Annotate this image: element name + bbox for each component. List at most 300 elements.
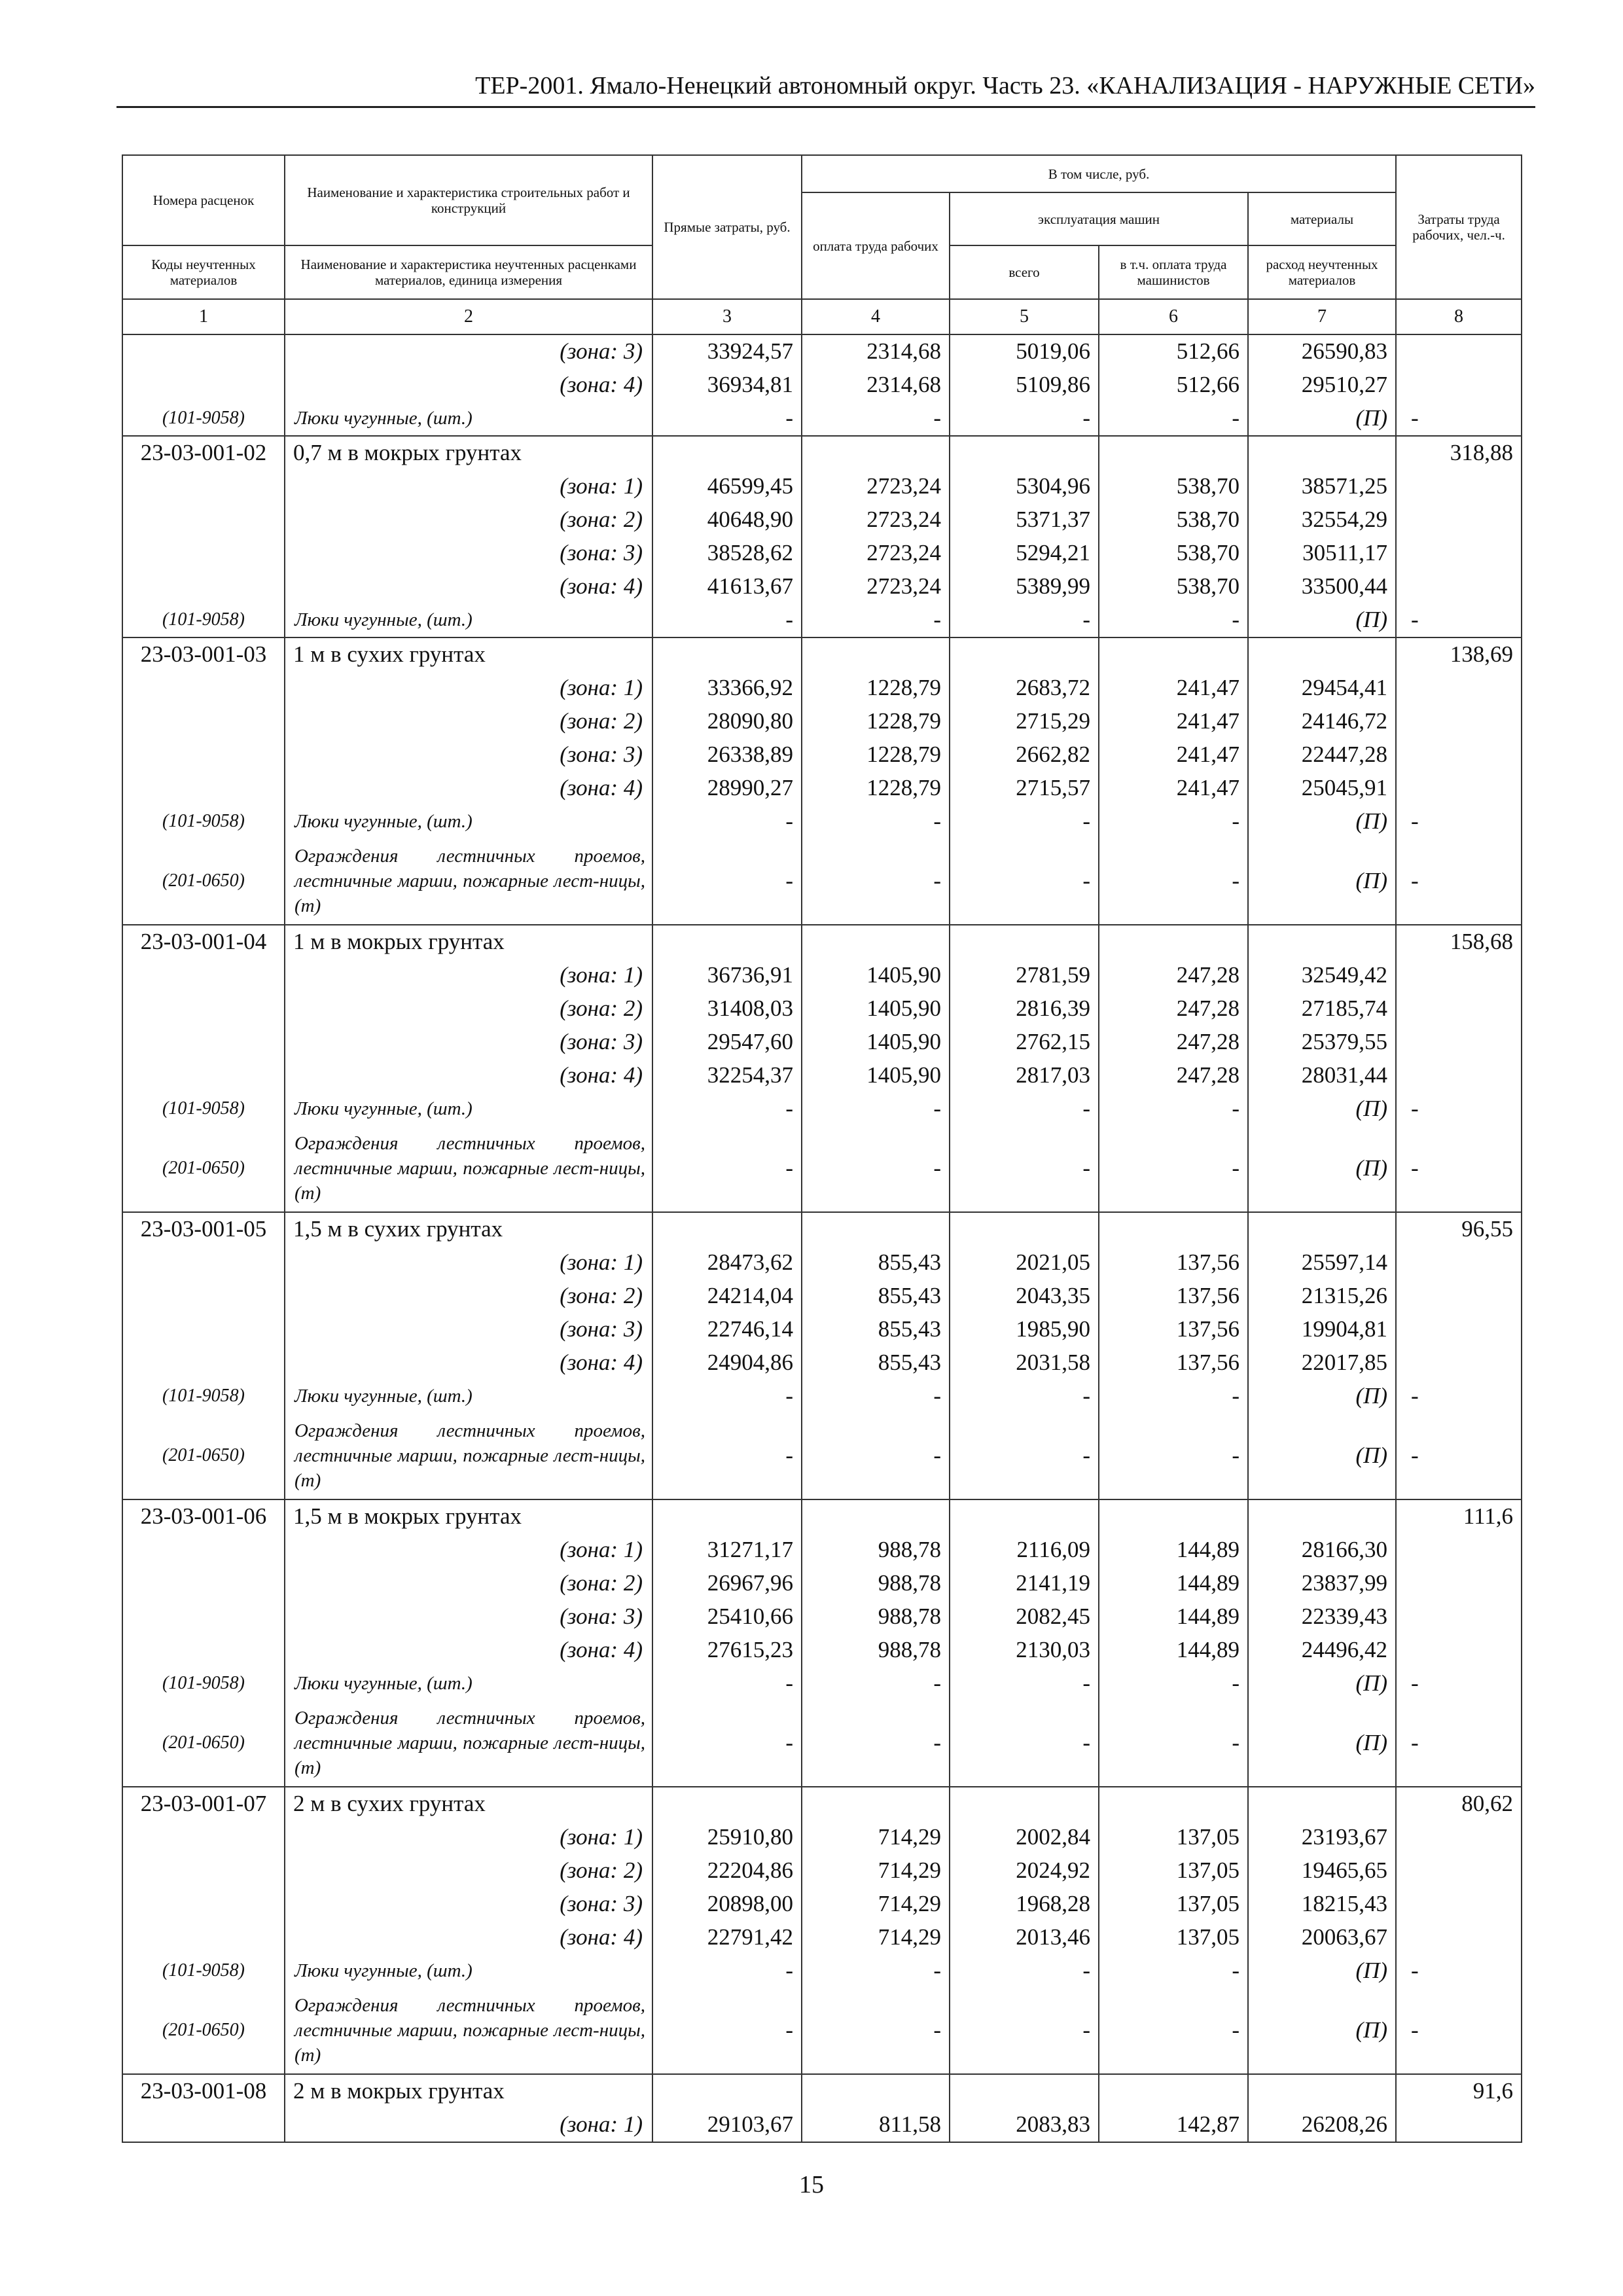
material-code: (101-9058) <box>122 1380 285 1413</box>
empty-cell <box>950 637 1099 672</box>
rate-code-cell <box>122 1600 285 1634</box>
zone-row <box>122 738 1522 772</box>
col-number: 7 <box>1248 299 1396 334</box>
empty-cell <box>950 436 1099 470</box>
rate-item-row <box>122 436 1522 470</box>
worker-pay-value: 714,29 <box>802 1821 950 1854</box>
dash-value: - <box>950 402 1099 436</box>
rate-code-cell <box>122 705 285 738</box>
dash-value: - <box>1396 1413 1522 1499</box>
dash-value: - <box>652 1667 802 1700</box>
labor-costs-value: 80,62 <box>1396 1787 1522 1821</box>
materials-value: 33500,44 <box>1248 570 1396 603</box>
per-project-mark: (П) <box>1248 1413 1396 1499</box>
zone-label: (зона: 3) <box>285 1026 652 1059</box>
machines-total-value: 1985,90 <box>950 1313 1099 1346</box>
material-code: (201-0650) <box>122 1126 285 1212</box>
rate-code-cell <box>122 1280 285 1313</box>
header-worker-pay: оплата труда рабочих <box>802 192 950 299</box>
material-name: Ограждения лестничных проемов, лестничные марши, пожарные лест-ницы, (т) <box>285 838 652 925</box>
rate-code: 23-03-001-02 <box>122 436 285 470</box>
labor-costs-cell <box>1396 1888 1522 1921</box>
rate-code-cell <box>122 503 285 537</box>
zone-row <box>122 1280 1522 1313</box>
machines-total-value: 2141,19 <box>950 1567 1099 1600</box>
machines-total-value: 2816,39 <box>950 992 1099 1026</box>
materials-value: 27185,74 <box>1248 992 1396 1026</box>
rate-code-cell <box>122 1821 285 1854</box>
worker-pay-value: 1405,90 <box>802 992 950 1026</box>
direct-costs-value: 27615,23 <box>652 1634 802 1667</box>
dash-value: - <box>802 1954 950 1988</box>
empty-cell <box>652 436 802 470</box>
labor-costs-cell <box>1396 1567 1522 1600</box>
zone-row <box>122 1921 1522 1954</box>
material-code: (101-9058) <box>122 603 285 637</box>
rate-code-cell <box>122 672 285 705</box>
machinist-pay-value: 137,56 <box>1099 1246 1248 1280</box>
rate-item-row <box>122 925 1522 959</box>
empty-cell <box>1099 436 1248 470</box>
col-number: 2 <box>285 299 652 334</box>
zone-label: (зона: 1) <box>285 959 652 992</box>
machinist-pay-value: 247,28 <box>1099 959 1248 992</box>
labor-costs-cell <box>1396 1921 1522 1954</box>
worker-pay-value: 988,78 <box>802 1634 950 1667</box>
worker-pay-value: 855,43 <box>802 1246 950 1280</box>
rate-item-row <box>122 1499 1522 1534</box>
dash-value: - <box>1099 1700 1248 1787</box>
zone-row <box>122 334 1522 368</box>
empty-cell <box>1099 637 1248 672</box>
machinist-pay-value: 137,56 <box>1099 1313 1248 1346</box>
document-header: ТЕР-2001. Ямало-Ненецкий автономный округ. Часть 23. «КАНАЛИЗАЦИЯ - НАРУЖНЫЕ СЕТИ» <box>475 72 1535 99</box>
direct-costs-value: 20898,00 <box>652 1888 802 1921</box>
work-name: 0,7 м в мокрых грунтах <box>285 436 652 470</box>
work-name: 1,5 м в мокрых грунтах <box>285 1499 652 1534</box>
machinist-pay-value: 144,89 <box>1099 1534 1248 1567</box>
dash-value: - <box>950 1667 1099 1700</box>
rate-code-cell <box>122 1634 285 1667</box>
machines-total-value: 2021,05 <box>950 1246 1099 1280</box>
direct-costs-value: 28990,27 <box>652 772 802 805</box>
dash-value: - <box>652 603 802 637</box>
machines-total-value: 2024,92 <box>950 1854 1099 1888</box>
rate-code-cell <box>122 2108 285 2142</box>
machinist-pay-value: 137,05 <box>1099 1888 1248 1921</box>
zone-row <box>122 672 1522 705</box>
worker-pay-value: 714,29 <box>802 1921 950 1954</box>
labor-costs-cell <box>1396 738 1522 772</box>
material-code: (201-0650) <box>122 838 285 925</box>
rate-code-cell <box>122 1888 285 1921</box>
materials-value: 24146,72 <box>1248 705 1396 738</box>
dash-value: - <box>1099 838 1248 925</box>
empty-cell <box>950 925 1099 959</box>
col-number: 8 <box>1396 299 1522 334</box>
zone-row <box>122 1567 1522 1600</box>
rate-code-cell <box>122 992 285 1026</box>
rate-code-cell <box>122 1059 285 1092</box>
materials-value: 20063,67 <box>1248 1921 1396 1954</box>
zone-row <box>122 1634 1522 1667</box>
labor-costs-cell <box>1396 1280 1522 1313</box>
header-material-name: Наименование и характеристика неучтенных расценками материалов, единица измерения <box>285 245 652 299</box>
material-name: Ограждения лестничных проемов, лестничные марши, пожарные лест-ницы, (т) <box>285 1700 652 1787</box>
machines-total-value: 2662,82 <box>950 738 1099 772</box>
zone-label: (зона: 4) <box>285 1921 652 1954</box>
machines-total-value: 2715,57 <box>950 772 1099 805</box>
worker-pay-value: 1228,79 <box>802 672 950 705</box>
machinist-pay-value: 538,70 <box>1099 470 1248 503</box>
dash-value: - <box>1099 1126 1248 1212</box>
header-rule <box>116 106 1535 108</box>
rate-code: 23-03-001-08 <box>122 2074 285 2108</box>
labor-costs-cell <box>1396 992 1522 1026</box>
machines-total-value: 2817,03 <box>950 1059 1099 1092</box>
dash-value: - <box>950 603 1099 637</box>
empty-cell <box>1099 2074 1248 2108</box>
zone-label: (зона: 2) <box>285 503 652 537</box>
machinist-pay-value: 241,47 <box>1099 772 1248 805</box>
dash-value: - <box>1099 1954 1248 1988</box>
work-name: 2 м в мокрых грунтах <box>285 2074 652 2108</box>
materials-value: 19904,81 <box>1248 1313 1396 1346</box>
material-code: (101-9058) <box>122 1092 285 1126</box>
rate-item-row <box>122 637 1522 672</box>
empty-cell <box>652 1212 802 1246</box>
zone-row <box>122 1026 1522 1059</box>
materials-value: 21315,26 <box>1248 1280 1396 1313</box>
per-project-mark: (П) <box>1248 1954 1396 1988</box>
machines-total-value: 2715,29 <box>950 705 1099 738</box>
material-name: Люки чугунные, (шт.) <box>285 402 652 436</box>
empty-cell <box>1099 1499 1248 1534</box>
material-row <box>122 1126 1522 1212</box>
machines-total-value: 5109,86 <box>950 368 1099 402</box>
dash-value: - <box>1396 603 1522 637</box>
materials-value: 32554,29 <box>1248 503 1396 537</box>
empty-cell <box>1099 925 1248 959</box>
worker-pay-value: 1405,90 <box>802 959 950 992</box>
zone-label: (зона: 4) <box>285 1634 652 1667</box>
empty-cell <box>652 1787 802 1821</box>
materials-value: 26590,83 <box>1248 334 1396 368</box>
material-code: (201-0650) <box>122 1413 285 1499</box>
work-name: 2 м в сухих грунтах <box>285 1787 652 1821</box>
rate-code-cell <box>122 1567 285 1600</box>
machines-total-value: 2762,15 <box>950 1026 1099 1059</box>
zone-label: (зона: 2) <box>285 705 652 738</box>
labor-costs-value: 111,6 <box>1396 1499 1522 1534</box>
work-name: 1,5 м в сухих грунтах <box>285 1212 652 1246</box>
dash-value: - <box>652 402 802 436</box>
zone-row <box>122 470 1522 503</box>
dash-value: - <box>652 1380 802 1413</box>
materials-value: 26208,26 <box>1248 2108 1396 2142</box>
machines-total-value: 2130,03 <box>950 1634 1099 1667</box>
labor-costs-cell <box>1396 772 1522 805</box>
material-row <box>122 1954 1522 1988</box>
direct-costs-value: 22204,86 <box>652 1854 802 1888</box>
labor-costs-cell <box>1396 672 1522 705</box>
material-row <box>122 1988 1522 2074</box>
materials-value: 22339,43 <box>1248 1600 1396 1634</box>
machines-total-value: 2683,72 <box>950 672 1099 705</box>
empty-cell <box>950 2074 1099 2108</box>
dash-value: - <box>652 1413 802 1499</box>
dash-value: - <box>1396 1954 1522 1988</box>
zone-row <box>122 537 1522 570</box>
rate-code-cell <box>122 738 285 772</box>
materials-value: 28031,44 <box>1248 1059 1396 1092</box>
rate-code-cell <box>122 1346 285 1380</box>
direct-costs-value: 33366,92 <box>652 672 802 705</box>
material-code: (101-9058) <box>122 805 285 838</box>
dash-value: - <box>950 805 1099 838</box>
direct-costs-value: 29103,67 <box>652 2108 802 2142</box>
machines-total-value: 2083,83 <box>950 2108 1099 2142</box>
empty-cell <box>652 925 802 959</box>
table-body <box>122 334 1522 2142</box>
material-name: Ограждения лестничных проемов, лестничные марши, пожарные лест-ницы, (т) <box>285 1413 652 1499</box>
header-machine-operation: эксплуатация машин <box>950 192 1248 245</box>
worker-pay-value: 988,78 <box>802 1534 950 1567</box>
labor-costs-cell <box>1396 1821 1522 1854</box>
machines-total-value: 2002,84 <box>950 1821 1099 1854</box>
rate-item-row <box>122 1212 1522 1246</box>
worker-pay-value: 988,78 <box>802 1567 950 1600</box>
worker-pay-value: 2723,24 <box>802 470 950 503</box>
zone-label: (зона: 1) <box>285 672 652 705</box>
zone-label: (зона: 2) <box>285 1280 652 1313</box>
labor-costs-cell <box>1396 503 1522 537</box>
materials-value: 25379,55 <box>1248 1026 1396 1059</box>
page-number: 15 <box>799 2171 824 2198</box>
empty-cell <box>652 2074 802 2108</box>
empty-cell <box>1099 1787 1248 1821</box>
zone-label: (зона: 4) <box>285 1059 652 1092</box>
machines-total-value: 1968,28 <box>950 1888 1099 1921</box>
machinist-pay-value: 144,89 <box>1099 1567 1248 1600</box>
rate-code-cell <box>122 959 285 992</box>
rate-code-cell <box>122 1313 285 1346</box>
zone-row <box>122 992 1522 1026</box>
dash-value: - <box>802 805 950 838</box>
labor-costs-cell <box>1396 1313 1522 1346</box>
rate-code-cell <box>122 368 285 402</box>
direct-costs-value: 33924,57 <box>652 334 802 368</box>
col-number: 1 <box>122 299 285 334</box>
worker-pay-value: 855,43 <box>802 1280 950 1313</box>
work-name: 1 м в сухих грунтах <box>285 637 652 672</box>
zone-label: (зона: 3) <box>285 537 652 570</box>
empty-cell <box>1248 2074 1396 2108</box>
header-labor-costs: Затраты труда рабочих, чел.-ч. <box>1396 155 1522 299</box>
direct-costs-value: 36736,91 <box>652 959 802 992</box>
material-name: Люки чугунные, (шт.) <box>285 603 652 637</box>
zone-label: (зона: 3) <box>285 334 652 368</box>
labor-costs-cell <box>1396 2108 1522 2142</box>
materials-value: 22447,28 <box>1248 738 1396 772</box>
material-row <box>122 1413 1522 1499</box>
machines-total-value: 2116,09 <box>950 1534 1099 1567</box>
direct-costs-value: 41613,67 <box>652 570 802 603</box>
machines-total-value: 2781,59 <box>950 959 1099 992</box>
per-project-mark: (П) <box>1248 1380 1396 1413</box>
machinist-pay-value: 137,05 <box>1099 1854 1248 1888</box>
per-project-mark: (П) <box>1248 603 1396 637</box>
table-header <box>122 155 1522 334</box>
rate-code-cell <box>122 470 285 503</box>
empty-cell <box>652 1499 802 1534</box>
empty-cell <box>802 1499 950 1534</box>
rate-code-cell <box>122 1534 285 1567</box>
materials-value: 28166,30 <box>1248 1534 1396 1567</box>
material-code: (201-0650) <box>122 1988 285 2074</box>
empty-cell <box>1248 436 1396 470</box>
materials-value: 25597,14 <box>1248 1246 1396 1280</box>
header-machinist-pay: в т.ч. оплата труда машинистов <box>1099 245 1248 299</box>
dash-value: - <box>802 1092 950 1126</box>
worker-pay-value: 1405,90 <box>802 1059 950 1092</box>
rate-code: 23-03-001-05 <box>122 1212 285 1246</box>
dash-value: - <box>802 402 950 436</box>
per-project-mark: (П) <box>1248 402 1396 436</box>
dash-value: - <box>802 1988 950 2074</box>
zone-label: (зона: 2) <box>285 992 652 1026</box>
labor-costs-cell <box>1396 1600 1522 1634</box>
col-number: 5 <box>950 299 1099 334</box>
materials-value: 38571,25 <box>1248 470 1396 503</box>
material-row <box>122 1092 1522 1126</box>
worker-pay-value: 714,29 <box>802 1888 950 1921</box>
machinist-pay-value: 137,56 <box>1099 1346 1248 1380</box>
worker-pay-value: 855,43 <box>802 1346 950 1380</box>
machinist-pay-value: 144,89 <box>1099 1634 1248 1667</box>
machinist-pay-value: 241,47 <box>1099 705 1248 738</box>
col-number: 6 <box>1099 299 1248 334</box>
labor-costs-cell <box>1396 570 1522 603</box>
empty-cell <box>652 637 802 672</box>
col-number: 3 <box>652 299 802 334</box>
material-code: (101-9058) <box>122 402 285 436</box>
zone-row <box>122 1821 1522 1854</box>
rate-code-cell <box>122 1246 285 1280</box>
dash-value: - <box>1396 402 1522 436</box>
per-project-mark: (П) <box>1248 1700 1396 1787</box>
material-row <box>122 1380 1522 1413</box>
dash-value: - <box>802 1413 950 1499</box>
dash-value: - <box>1099 805 1248 838</box>
machinist-pay-value: 512,66 <box>1099 334 1248 368</box>
material-row <box>122 603 1522 637</box>
col-number: 4 <box>802 299 950 334</box>
dash-value: - <box>1396 805 1522 838</box>
material-name: Ограждения лестничных проемов, лестничные марши, пожарные лест-ницы, (т) <box>285 1126 652 1212</box>
worker-pay-value: 2723,24 <box>802 503 950 537</box>
rate-code-cell <box>122 1026 285 1059</box>
materials-value: 24496,42 <box>1248 1634 1396 1667</box>
dash-value: - <box>652 838 802 925</box>
labor-costs-cell <box>1396 705 1522 738</box>
direct-costs-value: 29547,60 <box>652 1026 802 1059</box>
materials-value: 29510,27 <box>1248 368 1396 402</box>
rates-table <box>122 154 1522 2143</box>
worker-pay-value: 988,78 <box>802 1600 950 1634</box>
dash-value: - <box>1396 1988 1522 2074</box>
machinist-pay-value: 538,70 <box>1099 503 1248 537</box>
machines-total-value: 2082,45 <box>950 1600 1099 1634</box>
zone-row <box>122 1534 1522 1567</box>
materials-value: 29454,41 <box>1248 672 1396 705</box>
direct-costs-value: 25910,80 <box>652 1821 802 1854</box>
dash-value: - <box>1099 1092 1248 1126</box>
worker-pay-value: 1405,90 <box>802 1026 950 1059</box>
machinist-pay-value: 538,70 <box>1099 570 1248 603</box>
worker-pay-value: 1228,79 <box>802 772 950 805</box>
zone-row <box>122 1246 1522 1280</box>
material-code: (101-9058) <box>122 1954 285 1988</box>
machinist-pay-value: 142,87 <box>1099 2108 1248 2142</box>
labor-costs-cell <box>1396 537 1522 570</box>
rate-code-cell <box>122 1854 285 1888</box>
dash-value: - <box>652 805 802 838</box>
dash-value: - <box>652 1954 802 1988</box>
worker-pay-value: 2723,24 <box>802 570 950 603</box>
material-row <box>122 838 1522 925</box>
zone-label: (зона: 1) <box>285 1534 652 1567</box>
machinist-pay-value: 137,05 <box>1099 1821 1248 1854</box>
direct-costs-value: 26967,96 <box>652 1567 802 1600</box>
dash-value: - <box>950 1988 1099 2074</box>
zone-label: (зона: 1) <box>285 2108 652 2142</box>
zone-row <box>122 2108 1522 2142</box>
material-code: (201-0650) <box>122 1700 285 1787</box>
dash-value: - <box>1099 402 1248 436</box>
dash-value: - <box>950 1954 1099 1988</box>
empty-cell <box>1248 1787 1396 1821</box>
header-rate-numbers: Номера расценок <box>122 155 285 245</box>
empty-cell <box>1248 1499 1396 1534</box>
zone-label: (зона: 4) <box>285 570 652 603</box>
dash-value: - <box>802 1667 950 1700</box>
machines-total-value: 5389,99 <box>950 570 1099 603</box>
empty-cell <box>802 925 950 959</box>
machinist-pay-value: 137,56 <box>1099 1280 1248 1313</box>
per-project-mark: (П) <box>1248 1988 1396 2074</box>
material-row <box>122 1667 1522 1700</box>
machines-total-value: 2043,35 <box>950 1280 1099 1313</box>
header-machines-total: всего <box>950 245 1099 299</box>
dash-value: - <box>950 1380 1099 1413</box>
dash-value: - <box>950 1413 1099 1499</box>
direct-costs-value: 22791,42 <box>652 1921 802 1954</box>
machines-total-value: 5294,21 <box>950 537 1099 570</box>
material-name: Люки чугунные, (шт.) <box>285 805 652 838</box>
worker-pay-value: 1228,79 <box>802 705 950 738</box>
header-material-codes: Коды неучтенных материалов <box>122 245 285 299</box>
zone-label: (зона: 2) <box>285 1854 652 1888</box>
machinist-pay-value: 512,66 <box>1099 368 1248 402</box>
labor-costs-cell <box>1396 368 1522 402</box>
dash-value: - <box>802 603 950 637</box>
labor-costs-cell <box>1396 1059 1522 1092</box>
dash-value: - <box>1396 838 1522 925</box>
direct-costs-value: 28473,62 <box>652 1246 802 1280</box>
dash-value: - <box>1396 1126 1522 1212</box>
direct-costs-value: 38528,62 <box>652 537 802 570</box>
